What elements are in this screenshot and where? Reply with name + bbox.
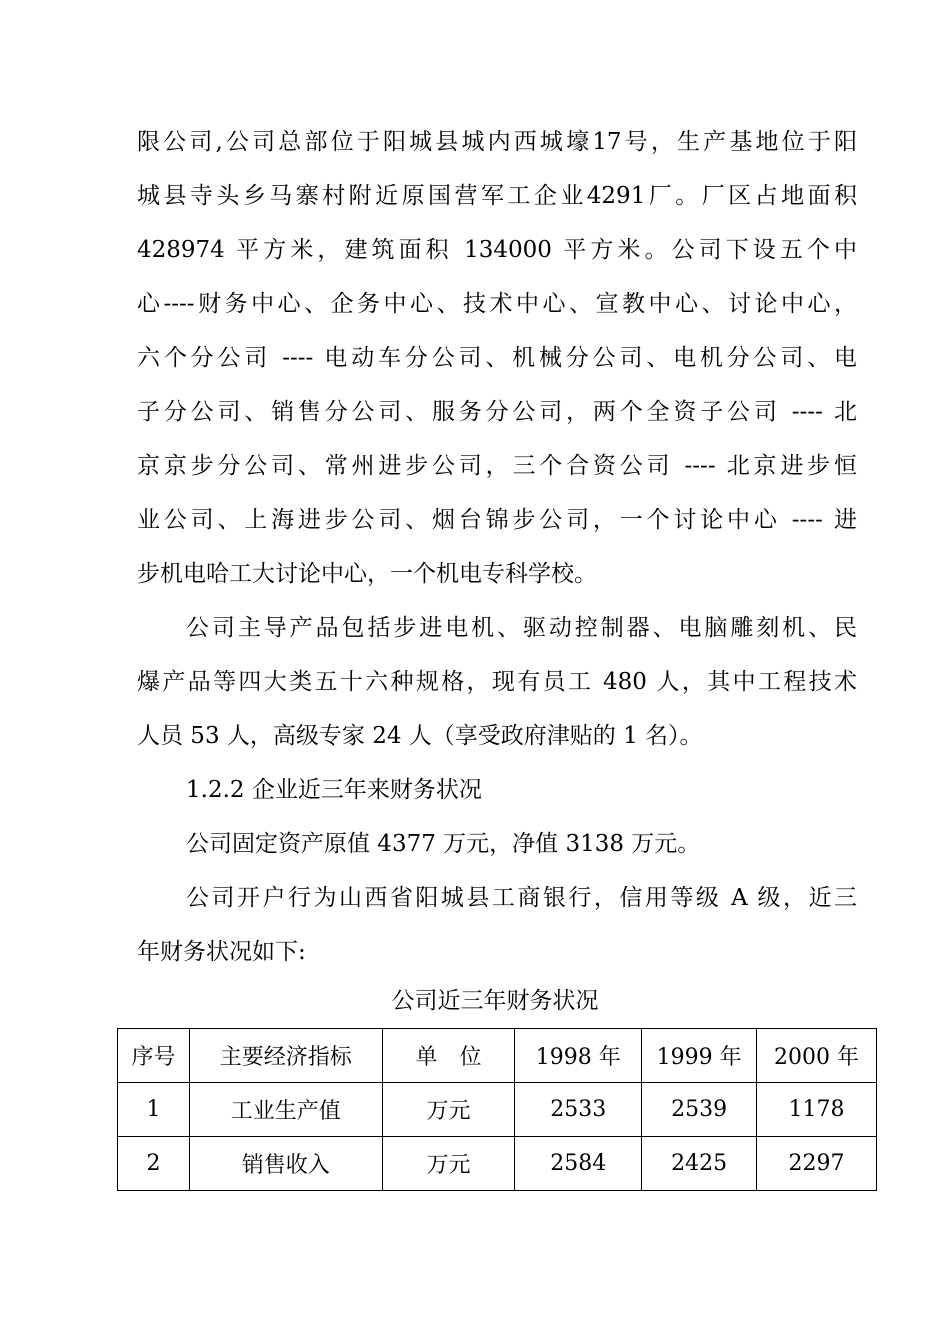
text-line: 心----财务中心、企务中心、技术中心、宣教中心、讨论中心， — [137, 291, 857, 317]
table-cell: 1 — [118, 1083, 190, 1137]
text-line: 业公司、上海进步公司、烟台锦步公司，一个讨论中心 ---- 进 — [137, 507, 857, 533]
text-line: 步机电哈工大讨论中心，一个机电专科学校。 — [137, 561, 597, 587]
table-cell: 2533 — [515, 1083, 642, 1137]
table-cell: 工业生产值 — [189, 1083, 382, 1137]
table-cell: 销售收入 — [189, 1137, 382, 1191]
table-cell: 2539 — [642, 1083, 757, 1137]
text-line: 京京步分公司、常州进步公司，三个合资公司 ---- 北京进步恒 — [137, 453, 857, 479]
text-line: 爆产品等四大类五十六种规格，现有员工 480 人，其中工程技术 — [137, 669, 857, 695]
text-line: 人员 53 人，高级专家 24 人（享受政府津贴的 1 名）。 — [137, 723, 703, 749]
text-line: 限公司,公司总部位于阳城县城内西城壕17号，生产基地位于阳 — [137, 129, 857, 155]
text-line: 城县寺头乡马寨村附近原国营军工企业4291厂。厂区占地面积 — [137, 183, 857, 209]
section-heading: 1.2.2 企业近三年来财务状况 — [186, 777, 482, 803]
table-row — [118, 1083, 877, 1137]
text-line: 公司开户行为山西省阳城县工商银行，信用等级 A 级，近三 — [186, 885, 857, 911]
paragraph-fixed-assets: 公司固定资产原值 4377 万元，净值 3138 万元。 — [186, 831, 701, 857]
table-cell: 2 — [118, 1137, 190, 1191]
table-caption: 公司近三年财务状况 — [391, 988, 599, 1014]
text-line: 年财务状况如下: — [137, 939, 306, 965]
header-cell-unit: 单 位 — [382, 1029, 515, 1083]
header-cell-2000: 2000 年 — [757, 1029, 877, 1083]
table-cell: 2425 — [642, 1137, 757, 1191]
table-cell: 2297 — [757, 1137, 877, 1191]
header-cell-1999: 1999 年 — [642, 1029, 757, 1083]
text-line: 428974 平方米，建筑面积 134000 平方米。公司下设五个中 — [137, 237, 857, 263]
header-cell-1998: 1998 年 — [515, 1029, 642, 1083]
text-line: 六个分公司 ---- 电动车分公司、机械分公司、电机分公司、电 — [137, 345, 857, 371]
table-header-row — [118, 1029, 877, 1083]
text-line: 公司主导产品包括步进电机、驱动控制器、电脑雕刻机、民 — [186, 615, 857, 641]
table-cell: 2584 — [515, 1137, 642, 1191]
table-row — [118, 1137, 877, 1191]
table-cell: 万元 — [382, 1083, 515, 1137]
financial-table — [117, 1028, 877, 1191]
header-cell-indicator: 主要经济指标 — [189, 1029, 382, 1083]
header-cell-index: 序号 — [118, 1029, 190, 1083]
table-cell: 1178 — [757, 1083, 877, 1137]
table-cell: 万元 — [382, 1137, 515, 1191]
text-line: 子分公司、销售分公司、服务分公司，两个全资子公司 ---- 北 — [137, 399, 857, 425]
